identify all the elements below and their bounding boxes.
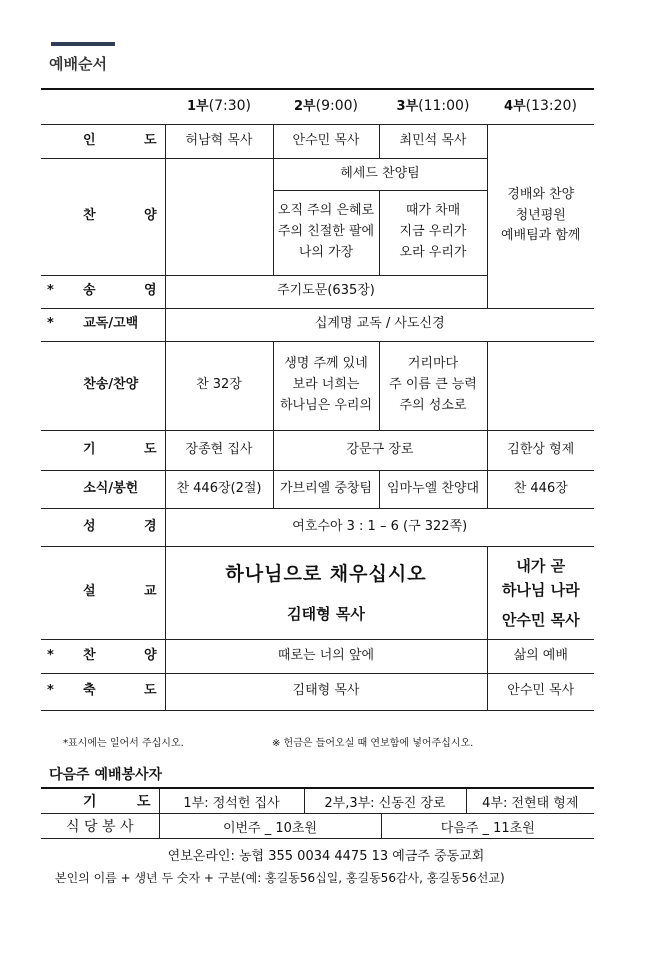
sosik-s4: 찬 446장 [487,470,594,508]
songyeong-text: 주기도문(635장) [165,275,487,308]
next-week-table [41,787,594,839]
indo-row [41,124,594,158]
seolgyo-s4: 내가 곧 하나님 나라 안수민 목사 [487,546,594,639]
chukdo-label: * 축 도 [41,673,165,710]
online-offering-account: 연보온라인: 농협 355 0034 4475 13 예금주 중동교회 [167,849,485,864]
service-header-row [41,89,594,124]
gido-s4: 김한상 형제 [487,430,594,470]
chan2-label: * 찬 양 [41,639,165,673]
chanyang-song-s2: 오직 주의 은혜로 주의 친절한 팔에 나의 가장 [273,190,379,275]
chansong-s4-empty [487,341,594,430]
gido-label: 기 도 [41,430,165,470]
sosik-label: 소식/봉헌 [41,470,165,508]
chansong-label: 찬송/찬양 [41,341,165,430]
gyodok-row [41,308,594,341]
chukdo-text: 김태형 목사 [165,673,487,710]
chan2-text: 때로는 너의 앞에 [165,639,487,673]
next-gido-row [41,788,594,814]
page-title: 예배순서 [49,55,107,73]
gido-row [41,430,594,470]
chan2-s4: 삶의 예배 [487,639,594,673]
service-4-header: 4부(13:20) [487,89,594,124]
next-sikdang-next: 다음주 _ 11초원 [381,814,594,839]
stand-note: *표시에는 일어서 주십시오. [63,738,184,749]
seonggyeong-label: 성 경 [41,508,165,546]
gido-s1: 장종현 집사 [165,430,273,470]
sermon-title: 하나님으로 채우십시오 [225,563,427,586]
next-gido-label: 기 도 [41,788,159,814]
gyodok-label: * 교독/고백 [41,308,165,341]
header-accent-bar [51,42,115,46]
seolgyo-main [165,546,487,639]
chan2-row [41,639,594,673]
chukdo-row [41,673,594,710]
indo-s1: 허남혁 목사 [165,124,273,158]
offering-note: ※ 헌금은 들어오실 때 연보함에 넣어주십시오. [272,738,474,749]
next-gido-s1: 1부: 정석헌 집사 [159,788,304,814]
seonggyeong-row [41,508,594,546]
indo-s2: 안수민 목사 [273,124,379,158]
next-sikdang-row [41,814,594,839]
next-gido-s23: 2부,3부: 신동진 장로 [304,788,466,814]
chanyang-song-s3: 때가 차매 지금 우리가 오라 우리가 [379,190,487,275]
seonggyeong-text: 여호수아 3 : 1 – 6 (구 322쪽) [165,508,594,546]
service-3-header: 3부(11:00) [379,89,487,124]
corner-cell [41,89,165,124]
sosik-row [41,470,594,508]
seolgyo-row [41,546,594,639]
s4-praise-cell: 경배와 찬양 청년평원 예배팀과 함께 [487,124,594,308]
service-2-header: 2부(9:00) [273,89,379,124]
service-1-header: 1부(7:30) [165,89,273,124]
seolgyo-label: 설 교 [41,546,165,639]
gyodok-text: 십계명 교독 / 사도신경 [165,308,594,341]
chukdo-s4: 안수민 목사 [487,673,594,710]
next-sikdang-label: 식 당 봉 사 [41,814,159,839]
chansong-s3: 거리마다 주 이름 큰 능력 주의 성소로 [379,341,487,430]
next-week-title: 다음주 예배봉사자 [49,767,163,783]
next-gido-s4: 4부: 전현태 형제 [466,788,594,814]
sosik-s1: 찬 446장(2절) [165,470,273,508]
chansong-row [41,341,594,430]
songyeong-label: * 송 영 [41,275,165,308]
worship-order-table [41,88,594,711]
indo-label: 인 도 [41,124,165,158]
sosik-s2: 가브리엘 중창팀 [273,470,379,508]
chanyang-s1-empty [165,158,273,275]
gido-s23: 강문구 장로 [273,430,487,470]
chansong-s1: 찬 32장 [165,341,273,430]
chanyang-label: 찬 양 [41,158,165,275]
next-sikdang-this: 이번주 _ 10초원 [159,814,381,839]
chanyang-team: 헤세드 찬양팀 [273,158,487,190]
offering-name-guide: 본인의 이름 + 생년 두 숫자 + 구분(예: 홍길동56십일, 홍길동56감사, 홍길동56선교) [55,871,505,885]
chansong-s2: 생명 주께 있네 보라 너희는 하나님은 우리의 [273,341,379,430]
sosik-s3: 임마누엘 찬양대 [379,470,487,508]
indo-s3: 최민석 목사 [379,124,487,158]
sermon-preacher: 김태형 목사 [287,604,365,623]
